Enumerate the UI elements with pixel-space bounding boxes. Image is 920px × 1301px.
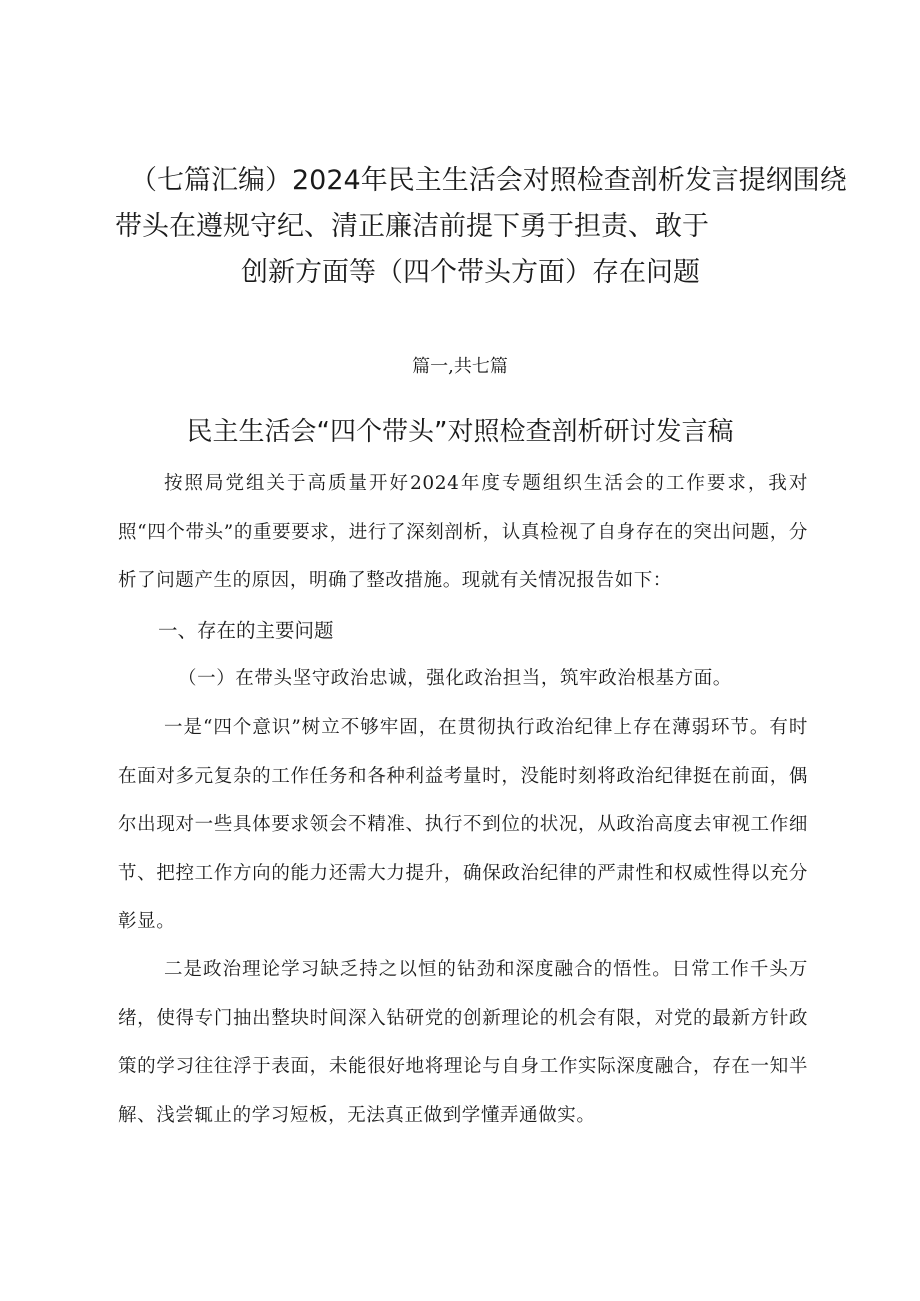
body-paragraph-1: 一是“四个意识”树立不够牢固，在贯彻执行政治纪律上存在薄弱环节。有时在面对多元复杂的工作任务和各种利益考量时，没能时刻将政治纪律挺在前面，偶尔出现对一些具体要求领会不精准、执行不到位的状况，从政治高度去审视工作细节、把控工作方向的能力还需大力提升，确保政治纪律的严肃性和权威性得以充分彰显。 <box>118 717 808 932</box>
document-title-line-2: 带头在遵规守纪、清正廉洁前提下勇于担责、敢于 <box>115 211 709 242</box>
article-title: 民主生活会“四个带头”对照检查剖析研讨发言稿 <box>186 417 734 447</box>
section-heading: 一、存在的主要问题 <box>158 619 334 642</box>
document-title-line-3: 创新方面等（四个带头方面）存在问题 <box>241 257 700 288</box>
intro-paragraph: 按照局党组关于高质量开好2024年度专题组织生活会的工作要求，我对照“四个带头”的重要要求，进行了深刻剖析，认真检视了自身存在的突出问题，分析了问题产生的原因，明确了整改措施。现就有关情况报告如下： <box>118 473 808 591</box>
part-label: 篇一,共七篇 <box>412 356 508 377</box>
body-paragraph-2: 二是政治理论学习缺乏持之以恒的钻劲和深度融合的悟性。日常工作千头万绪，使得专门抽出整块时间深入钻研党的创新理论的机会有限，对党的最新方针政策的学习往往浮于表面，未能很好地将理论与自身工作实际深度融合，存在一知半解、浅尝辄止的学习短板，无法真正做到学懂弄通做实。 <box>118 959 808 1126</box>
document-title <box>100 158 847 296</box>
subsection-heading: （一）在带头坚守政治忠诚，强化政治担当，筑牢政治根基方面。 <box>178 668 732 689</box>
document-title-line-1: （七篇汇编）2024年民主生活会对照检查剖析发言提纲围绕 <box>130 165 847 196</box>
